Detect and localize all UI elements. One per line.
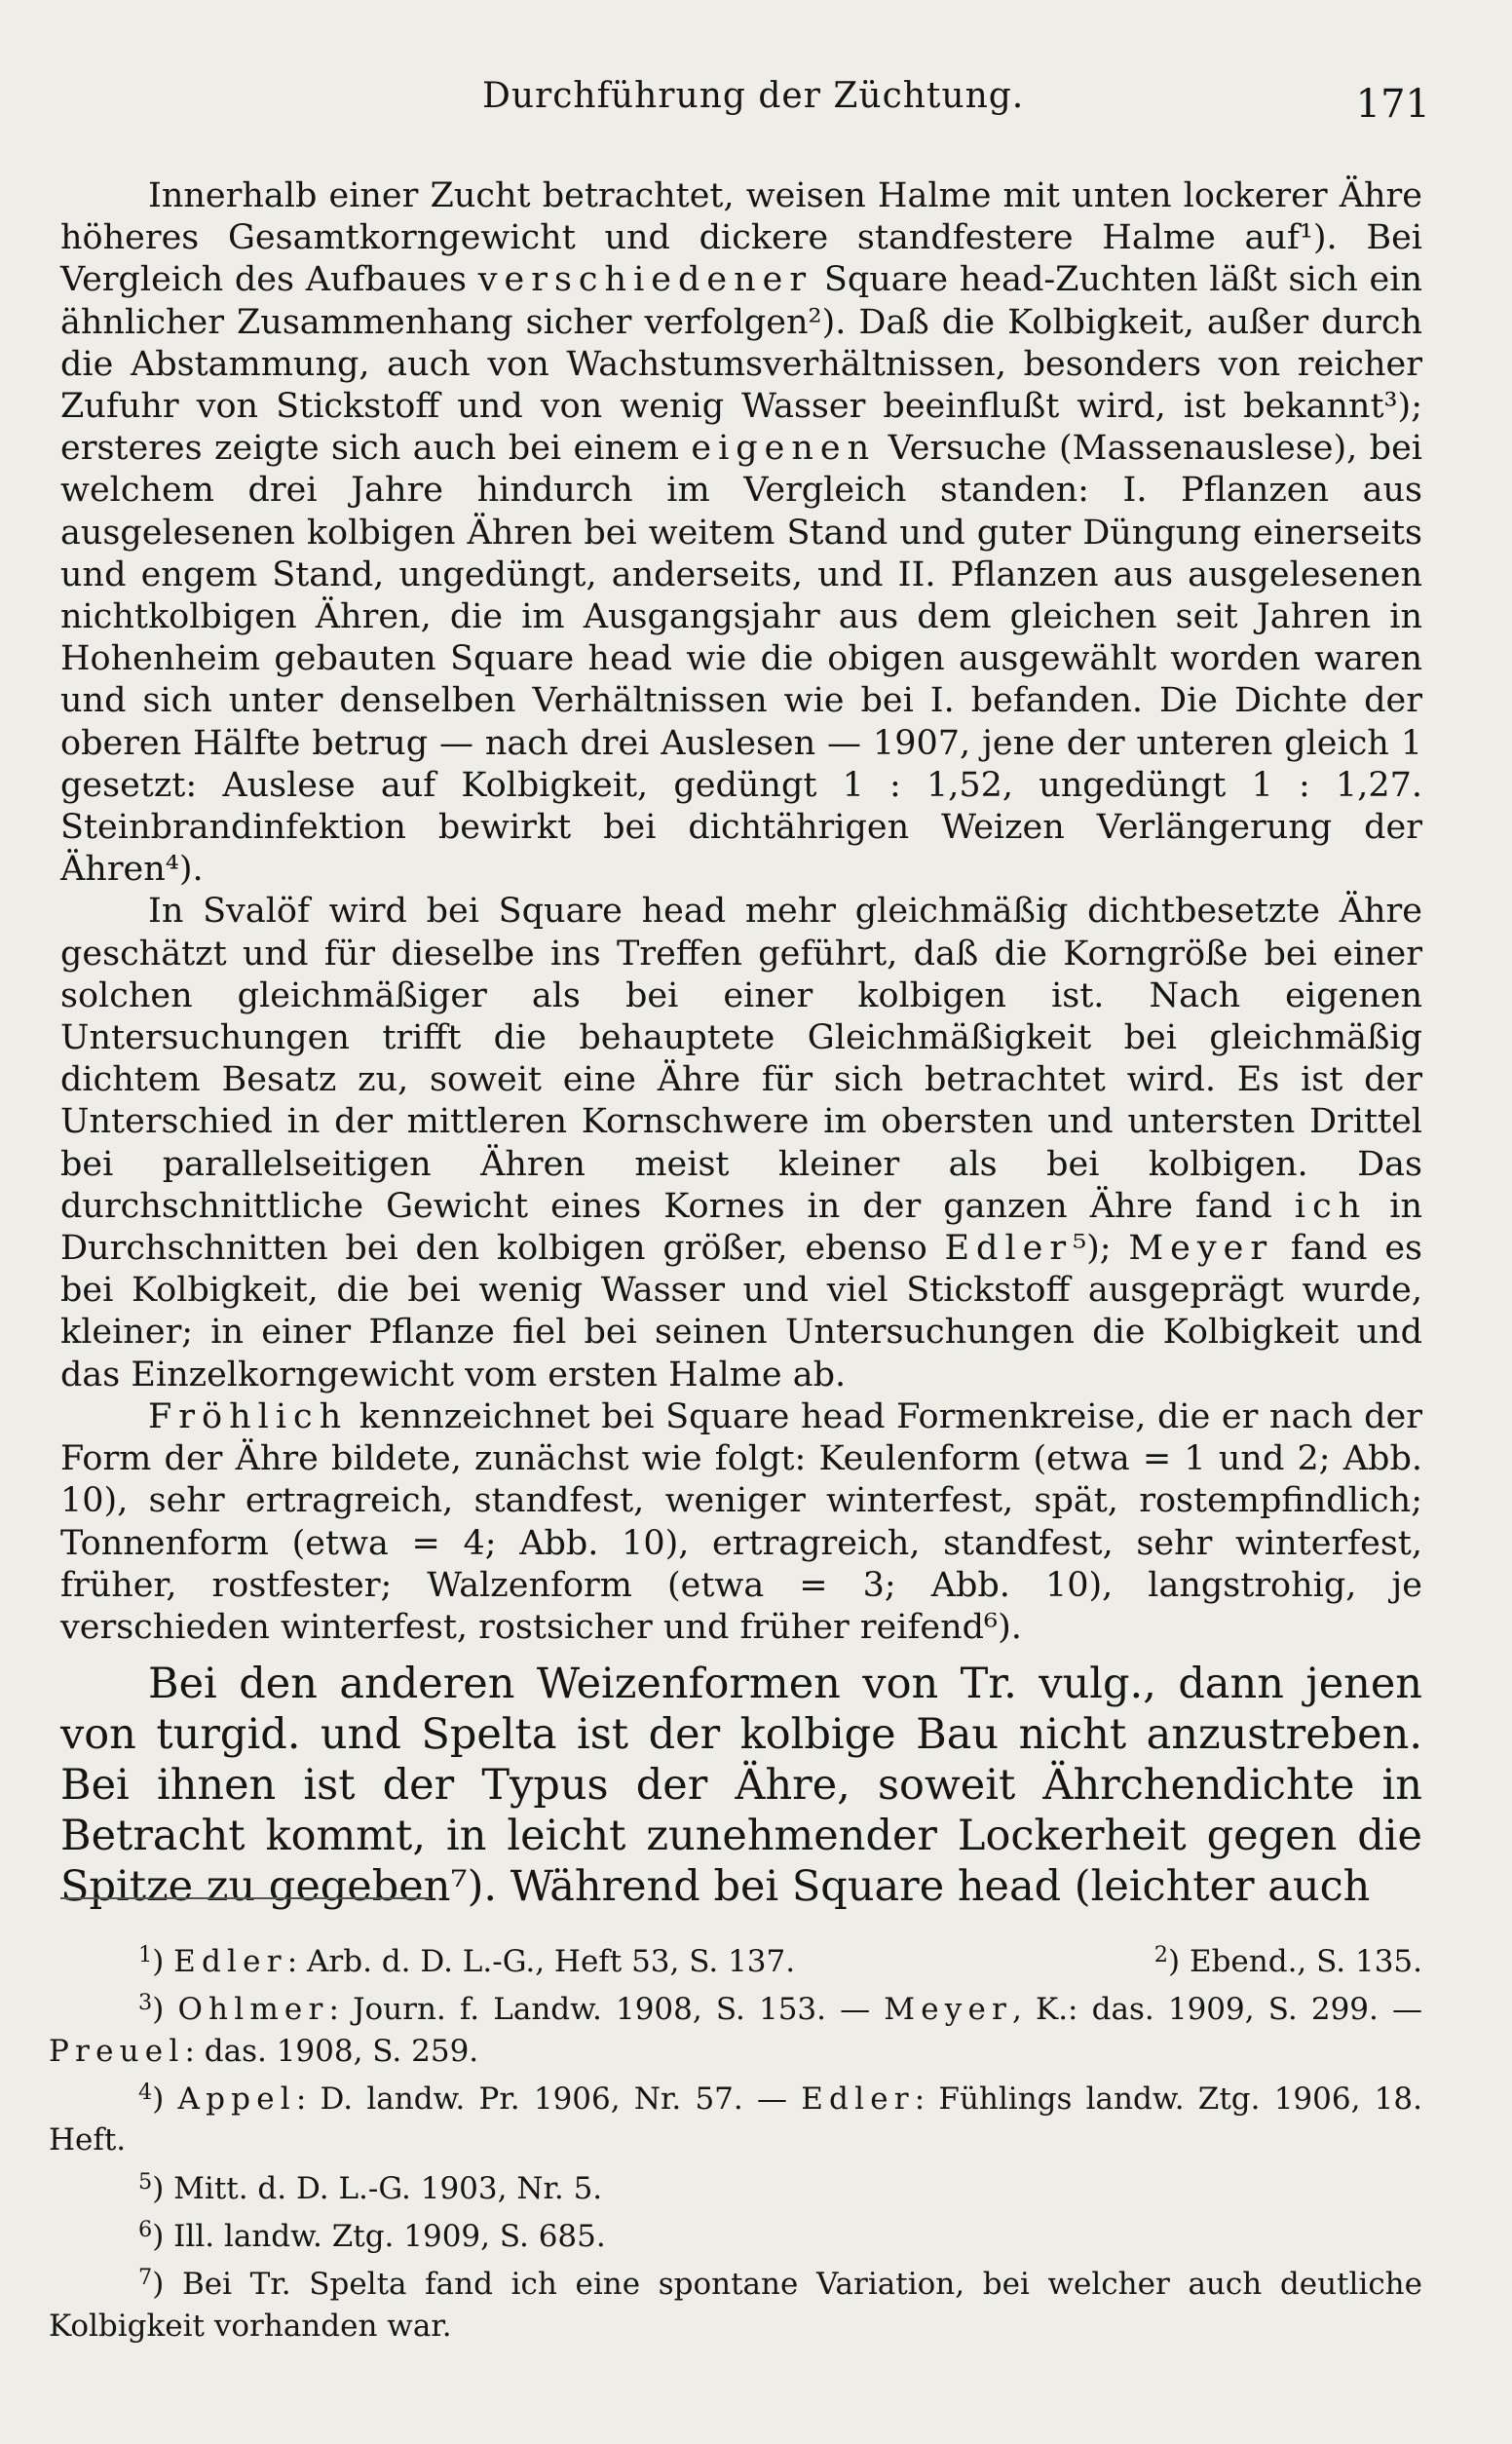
emphasis-verschiedener: verschiedener	[477, 260, 813, 300]
footnote-3-author-c: Meyer	[884, 1992, 1013, 2028]
footnote-3: $^3$) Ohlmer: Journ. f. Landw. 1908, S. 153. — Meyer, K.: das. 1909, S. 299. — Preuel: das. 1908, S. 259.	[49, 1990, 1423, 2069]
footnotes	[49, 1934, 1422, 2347]
emphasis-eigenen: eigenen	[691, 429, 877, 469]
footnote-7: $^7$) Bei Tr. Spelta fand ich eine spontane Variation, bei welcher auch deutliche Kolbigkeit vorhanden war.	[49, 2265, 1422, 2344]
paragraph-2-text-e: ⁵);	[1073, 1229, 1129, 1269]
footnote-1-marker: 1	[138, 1942, 153, 1967]
footnote-3-author-e: Preuel	[49, 2033, 185, 2069]
footnote-1-text: : Arb. d. D. L.-G., Heft 53, S. 137.	[286, 1944, 796, 1980]
paragraph-2	[60, 891, 1422, 1395]
footnote-2-marker: 2	[1153, 1942, 1168, 1967]
footnote-rule	[60, 1897, 431, 1899]
paragraph-1-text-c: Square head-Zuchten läßt sich ein ähnlicher Zusammenhang sicher verfolgen²). Daß die Kolbigkeit, außer durch die Abstammung, auch von Wachstumsverhältnissen, besonders von reicher Zufuhr von Stickstoff und von wenig Wasser beeinflußt wird, ist bekannt³); ersteres zeigte sich auch bei einem	[60, 260, 1422, 469]
footnote-4-text-d: : Fühlings landw. Ztg. 1906, 18. Heft.	[49, 2081, 1422, 2158]
footnote-row-1-2	[49, 1934, 1422, 1982]
footnote-3-author-a: Ohlmer	[177, 1992, 329, 2028]
paragraph-2-text-c: in Durchschnitten bei den kolbigen größer, ebenso	[60, 1186, 1422, 1269]
paragraph-1-text-a: Innerhalb einer Zucht betrachtet, weisen Halme mit unten lockerer Ähre höheres Gesamtkorngewicht und dickere standfestere Halme auf¹). Bei Vergleich des Aufbaues	[60, 176, 1422, 300]
author-meyer: Meyer	[1128, 1229, 1274, 1269]
author-froehlich: Fröhlich	[148, 1396, 349, 1436]
running-title: Durchführung der Züchtung.	[482, 76, 1025, 116]
paragraph-1	[60, 175, 1422, 891]
footnote-4: $^4$) Appel: D. landw. Pr. 1906, Nr. 57. — Edler: Fühlings landw. Ztg. 1906, 18. Heft.	[49, 2079, 1422, 2158]
footnote-3-text-d: , K.: das. 1909, S. 299. —	[1012, 1992, 1423, 2028]
footnote-3-marker: 3	[138, 1990, 153, 2016]
footnote-6-marker: 6	[138, 2216, 153, 2242]
footnote-4-author-a: Appel	[177, 2081, 296, 2117]
paragraph-3	[60, 1396, 1422, 1649]
footnote-5-text: Mitt. d. D. L.-G. 1903, Nr. 5.	[173, 2170, 603, 2206]
footnote-4-marker: 4	[138, 2079, 153, 2105]
emphasis-ich: ich	[1294, 1186, 1368, 1226]
footnote-5-marker: 5	[138, 2168, 153, 2195]
paragraph-1-text-e: Versuche (Massenauslese), bei welchem drei Jahre hindurch im Vergleich standen: I. Pflanzen aus ausgelesenen kolbigen Ähren bei weitem Stand und guter Düngung einerseits und engem Stand, ungedüngt, anderseits, und II. Pflanzen aus ausgelesenen nichtkolbigen Ähren, die im Ausgangsjahr aus dem gleichen seit Jahren in Hohenheim gebauten Square head wie die obigen ausgewählt worden waren und sich unter denselben Verhältnissen wie bei I. befanden. Die Dichte der oberen Hälfte betrug — nach drei Auslesen — 1907, jene der unteren gleich 1 gesetzt: Auslese auf Kolbigkeit, gedüngt 1 : 1,52, ungedüngt 1 : 1,27. Steinbrandinfektion bewirkt bei dichtährigen Weizen Verlängerung der Ähren⁴).	[60, 429, 1422, 890]
footnote-2-text: Ebend., S. 135.	[1189, 1944, 1422, 1980]
paragraph-3-text-b: kennzeichnet bei Square head Formenkreise, die er nach der Form der Ähre bildete, zunächst wie folgt: Keulenform (etwa = 1 und 2; Abb. 10), sehr ertragreich, standfest, weniger winterfest, spät, rostempfindlich; Tonnenform (etwa = 4; Abb. 10), ertragreich, standfest, sehr winterfest, früher, rostfester; Walzenform (etwa = 3; Abb. 10), langstrohig, je verschieden winterfest, rostsicher und früher reifend⁶).	[60, 1396, 1422, 1647]
footnote-7-text: Bei Tr. Spelta fand ich eine spontane Variation, bei welcher auch deutliche Kolbigkeit vorhanden war.	[49, 2267, 1422, 2344]
footnote-1-author: Edler	[173, 1944, 287, 1980]
body-text	[60, 175, 1422, 1912]
author-edler: Edler	[944, 1229, 1074, 1269]
paragraph-4: Bei den anderen Weizenformen von Tr. vulg., dann jenen von turgid. und Spelta ist der kolbige Bau nicht anzustreben. Bei ihnen ist der Typus der Ähre, soweit Ährchendichte in Betracht kommt, in leicht zunehmender Lockerheit gegen die Spitze zu gegeben⁷). Während bei Square head (leichter auch	[60, 1660, 1422, 1912]
footnote-5: $^5$) Mitt. d. D. L.-G. 1903, Nr. 5.	[138, 2168, 603, 2206]
footnote-1: $^1$) Edler: Arb. d. D. L.-G., Heft 53, S. 137.	[138, 1942, 796, 1980]
footnote-7-marker: 7	[138, 2265, 153, 2291]
paragraph-2-text-g: fand es bei Kolbigkeit, die bei wenig Wasser und viel Stickstoff ausgeprägt wurde, kleiner; in einer Pflanze fiel bei seinen Untersuchungen die Kolbigkeit und das Einzelkorngewicht vom ersten Halme ab.	[60, 1229, 1422, 1394]
footnote-6: $^6$) Ill. landw. Ztg. 1909, S. 685.	[138, 2216, 606, 2254]
footnote-6-text: Ill. landw. Ztg. 1909, S. 685.	[173, 2218, 606, 2254]
page-number: 171	[1355, 82, 1430, 127]
footnote-4-author-c: Edler	[801, 2081, 915, 2117]
footnote-3-text-f: : das. 1908, S. 259.	[184, 2033, 479, 2069]
footnote-4-text-b: : D. landw. Pr. 1906, Nr. 57. —	[295, 2081, 802, 2117]
footnote-2: $^2$) Ebend., S. 135.	[1153, 1942, 1422, 1980]
paragraph-2-text-a: In Svalöf wird bei Square head mehr gleichmäßig dichtbesetzte Ähre geschätzt und für dieselbe ins Treffen geführt, daß die Korngröße bei einer solchen gleichmäßiger als bei einer kolbigen ist. Nach eigenen Untersuchungen trifft die behauptete Gleichmäßigkeit bei gleichmäßig dichtem Besatz zu, soweit eine Ähre für sich betrachtet wird. Es ist der Unterschied in der mittleren Kornschwere im obersten und untersten Drittel bei parallelseitigen Ähren meist kleiner als bei kolbigen. Das durchschnittliche Gewicht eines Kornes in der ganzen Ähre fand	[60, 892, 1422, 1226]
footnote-3-text-b: : Journ. f. Landw. 1908, S. 153. —	[328, 1992, 885, 2028]
running-head	[0, 76, 1512, 134]
